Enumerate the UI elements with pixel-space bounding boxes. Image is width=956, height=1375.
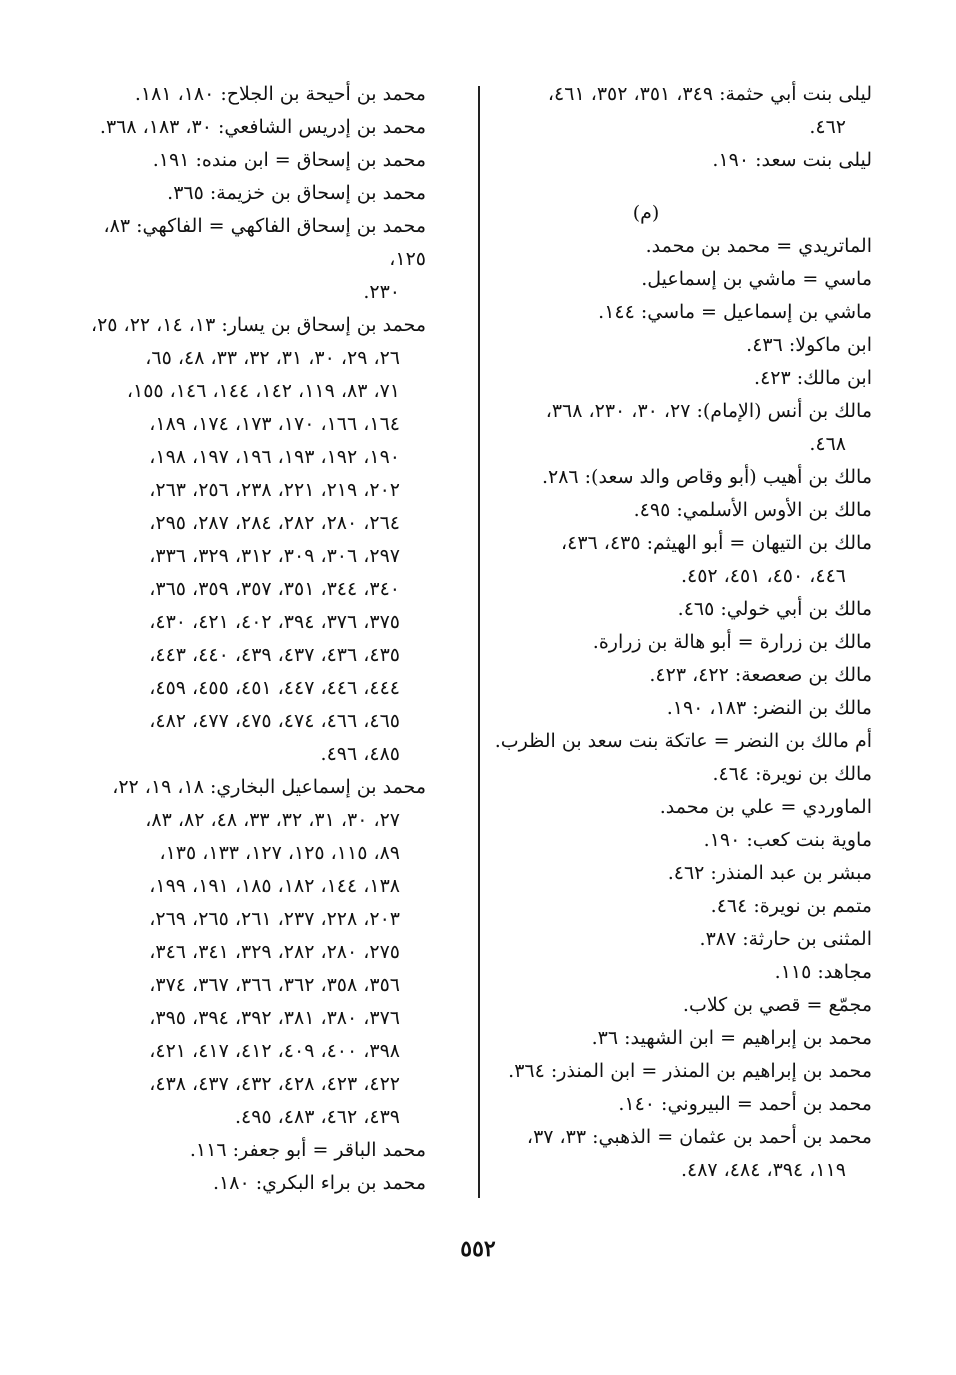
- left-column: [66, 78, 426, 1200]
- entry-text: مجمّع = قصي بن كلاب.: [682, 994, 872, 1016]
- index-entry: [480, 890, 872, 923]
- entry-text: محمد بن إسحاق = ابن منده: ١٩١.: [152, 149, 426, 171]
- entry-continuation: ٤٦٥، ٤٦٦، ٤٧٤، ٤٧٥، ٤٧٧، ٤٨٢،: [149, 710, 400, 732]
- entry-text: مالك بن أنس (الإمام): ٢٧، ٣٠، ٢٣٠، ٣٦٨،: [545, 400, 872, 422]
- section-gap: [480, 177, 872, 189]
- index-entry: [480, 395, 872, 461]
- index-entry: [66, 144, 426, 177]
- entry-continuation: ٤٣٥، ٤٣٦، ٤٣٧، ٤٣٩، ٤٤٠، ٤٤٣،: [149, 644, 400, 666]
- entry-continuation: ٤٦٢.: [809, 116, 846, 138]
- index-entry: [66, 1167, 426, 1200]
- entry-continuation: ٢٦٤، ٢٨٠، ٢٨٢، ٢٨٤، ٢٨٧، ٢٩٥،: [149, 512, 400, 534]
- entry-continuation: ١٩٠، ١٩٢، ١٩٣، ١٩٦، ١٩٧، ١٩٨،: [149, 446, 400, 468]
- right-top-entries: [480, 78, 872, 177]
- entry-continuation: ١١٩، ٣٩٤، ٤٨٤، ٤٨٧.: [680, 1159, 846, 1181]
- index-entry: [480, 791, 872, 824]
- entry-text: الماتريدي = محمد بن محمد.: [645, 235, 872, 257]
- entry-text: مالك بن أبي خولي: ٤٦٥.: [677, 598, 872, 620]
- entry-text: محمد الباقر = أبو جعفر: ١١٦.: [189, 1139, 426, 1161]
- entry-continuation: ٤٣٩، ٤٦٢، ٤٨٣، ٤٩٥.: [234, 1106, 400, 1128]
- section-heading: (م): [632, 202, 660, 224]
- index-entry: [480, 263, 872, 296]
- index-entry: [480, 593, 872, 626]
- index-entry: [480, 989, 872, 1022]
- entry-text: مالك بن التيهان = أبو الهيثم: ٤٣٥، ٤٣٦،: [561, 532, 872, 554]
- entry-text: مبشر بن عبد المنذر: ٤٦٢.: [667, 862, 872, 884]
- index-entry: [480, 659, 872, 692]
- index-entry: [480, 1055, 872, 1088]
- entry-continuation: ٢٦، ٢٩، ٣٠، ٣١، ٣٢، ٣٣، ٤٨، ٦٥،: [145, 347, 400, 369]
- entry-text: ماوية بنت كعب: ١٩٠.: [703, 829, 872, 851]
- index-entry: [66, 177, 426, 210]
- entry-continuation: ٣٧٦، ٣٨٠، ٣٨١، ٣٩٢، ٣٩٤، ٣٩٥،: [149, 1007, 400, 1029]
- index-entry: [66, 1134, 426, 1167]
- entry-text: محمد بن براء البكري: ١٨٠.: [212, 1172, 426, 1194]
- index-entry: [66, 771, 426, 1134]
- entry-continuation: ٢٠٢، ٢١٩، ٢٢١، ٢٣٨، ٢٥٦، ٢٦٣،: [149, 479, 400, 501]
- entry-text: محمد بن إبراهيم بن المنذر = ابن المنذر: ٣٦٤.: [508, 1060, 872, 1082]
- entry-continuation: ٤٨٥، ٤٩٦.: [320, 743, 400, 765]
- index-entry: [480, 956, 872, 989]
- entry-continuation: ٢٧٥، ٢٨٠، ٢٨٢، ٣٢٩، ٣٤١، ٣٤٦،: [149, 941, 400, 963]
- entry-text: محمد بن إسماعيل البخاري: ١٨، ١٩، ٢٢،: [112, 776, 426, 798]
- entry-continuation: ٢٩٧، ٣٠٦، ٣٠٩، ٣١٢، ٣٢٩، ٣٣٦،: [149, 545, 400, 567]
- left-main-entries: [66, 78, 426, 1200]
- entry-continuation: ٨٩، ١١٥، ١٢٥، ١٢٧، ١٣٣، ١٣٥،: [159, 842, 400, 864]
- index-entry: [480, 362, 872, 395]
- entry-text: محمد بن إدريس الشافعي: ٣٠، ١٨٣، ٣٦٨.: [99, 116, 426, 138]
- index-entry: [480, 1022, 872, 1055]
- entry-text: مالك بن صعصعة: ٤٢٢، ٤٢٣.: [649, 664, 872, 686]
- index-entry: [480, 527, 872, 593]
- index-entry: [480, 626, 872, 659]
- entry-text: الماوردي = علي بن محمد.: [659, 796, 872, 818]
- right-main-entries: [480, 230, 872, 1187]
- entry-continuation: ٤٦٨.: [809, 433, 846, 455]
- index-entry: [480, 296, 872, 329]
- entry-continuation: ٢٧، ٣٠، ٣١، ٣٢، ٣٣، ٤٨، ٨٢، ٨٣،: [145, 809, 400, 831]
- entry-text: محمد بن إبراهيم = ابن الشهيد: ٣٦.: [591, 1027, 872, 1049]
- index-entry: [66, 210, 426, 309]
- index-entry: [480, 78, 872, 144]
- entry-continuation: ٤٤٦، ٤٥٠، ٤٥١، ٤٥٢.: [680, 565, 846, 587]
- entry-text: المثنى بن حارثة: ٣٨٧.: [699, 928, 872, 950]
- entry-text: ابن مالك: ٤٢٣.: [754, 367, 872, 389]
- index-entry: [480, 824, 872, 857]
- entry-continuation: ٣٤٠، ٣٤٤، ٣٥١، ٣٥٧، ٣٥٩، ٣٦٥،: [149, 578, 400, 600]
- entry-text: مالك بن نويرة: ٤٦٤.: [712, 763, 872, 785]
- entry-text: محمد بن إسحاق بن خزيمة: ٣٦٥.: [167, 182, 426, 204]
- entry-text: محمد بن إسحاق الفاكهي = الفاكهي: ٨٣، ١٢٥،: [103, 215, 426, 270]
- index-entry: [480, 230, 872, 263]
- entry-text: ليلى بنت أبي حثمة: ٣٤٩، ٣٥١، ٣٥٢، ٤٦١،: [547, 83, 872, 105]
- index-entry: [66, 309, 426, 771]
- index-entry: [480, 857, 872, 890]
- entry-text: محمد بن إسحاق بن يسار: ١٣، ١٤، ٢٢، ٢٥،: [90, 314, 426, 336]
- entry-text: محمد بن أحمد بن عثمان = الذهبي: ٣٣، ٣٧،: [526, 1126, 872, 1148]
- index-entry: [480, 725, 872, 758]
- entry-text: محمد بن أحمد = البيروني: ١٤٠.: [618, 1093, 872, 1115]
- entry-continuation: ٤٤٤، ٤٤٦، ٤٤٧، ٤٥١، ٤٥٥، ٤٥٩،: [149, 677, 400, 699]
- entry-continuation: ١٣٨، ١٤٤، ١٨٢، ١٨٥، ١٩١، ١٩٩،: [149, 875, 400, 897]
- entry-continuation: ٣٧٥، ٣٧٦، ٣٩٤، ٤٠٢، ٤٢١، ٤٣٠،: [149, 611, 400, 633]
- entry-continuation: ٣٥٦، ٣٥٨، ٣٦٢، ٣٦٦، ٣٦٧، ٣٧٤،: [149, 974, 400, 996]
- entry-continuation: ١٦٤، ١٦٦، ١٧٠، ١٧٣، ١٧٤، ١٨٩،: [149, 413, 400, 435]
- entry-text: مجاهد: ١١٥.: [774, 961, 872, 983]
- index-entry: [480, 144, 872, 177]
- index-entry: [480, 329, 872, 362]
- entry-text: ليلى بنت سعد: ١٩٠.: [712, 149, 872, 171]
- entry-continuation: ٣٩٨، ٤٠٠، ٤٠٩، ٤١٢، ٤١٧، ٤٢١،: [149, 1040, 400, 1062]
- index-entry: [480, 692, 872, 725]
- index-entry: [480, 923, 872, 956]
- entry-text: متمم بن نويرة: ٤٦٤.: [710, 895, 872, 917]
- index-entry: [480, 1121, 872, 1187]
- index-entry: [480, 1088, 872, 1121]
- index-entry: [480, 461, 872, 494]
- entry-continuation: ٢٠٣، ٢٢٨، ٢٣٧، ٢٦١، ٢٦٥، ٢٦٩،: [149, 908, 400, 930]
- entry-text: أم مالك بن النضر = عاتكة بنت سعد بن الظرب.: [494, 730, 872, 752]
- index-entry: [480, 494, 872, 527]
- entry-text: مالك بن زرارة = أبو هالة بن زرارة.: [592, 631, 872, 653]
- entry-text: مالك بن النضر: ١٨٣، ١٩٠.: [666, 697, 872, 719]
- entry-continuation: ٢٣٠.: [363, 281, 400, 303]
- entry-text: مالك بن أهيب (أبو وقاص والد سعد): ٢٨٦.: [541, 466, 872, 488]
- page-number: ٥٥٢: [460, 1236, 496, 1262]
- column-divider: [478, 86, 480, 1198]
- entry-continuation: ٤٢٢، ٤٢٣، ٤٢٨، ٤٣٢، ٤٣٧، ٤٣٨،: [149, 1073, 400, 1095]
- entry-text: محمد بن أحيحة بن الجلاح: ١٨٠، ١٨١.: [134, 83, 426, 105]
- index-entry: [66, 111, 426, 144]
- right-column: [480, 78, 872, 1187]
- index-entry: [66, 78, 426, 111]
- entry-text: ماسي = ماشي بن إسماعيل.: [641, 268, 872, 290]
- entry-text: ابن ماكولا: ٤٣٦.: [746, 334, 872, 356]
- entry-text: مالك بن الأوس الأسلمي: ٤٩٥.: [633, 499, 872, 521]
- entry-text: ماشي بن إسماعيل = ماسي: ١٤٤.: [598, 301, 872, 323]
- index-entry: [480, 758, 872, 791]
- entry-continuation: ٧١، ٨٣، ١١٩، ١٤٢، ١٤٤، ١٤٦، ١٥٥،: [126, 380, 400, 402]
